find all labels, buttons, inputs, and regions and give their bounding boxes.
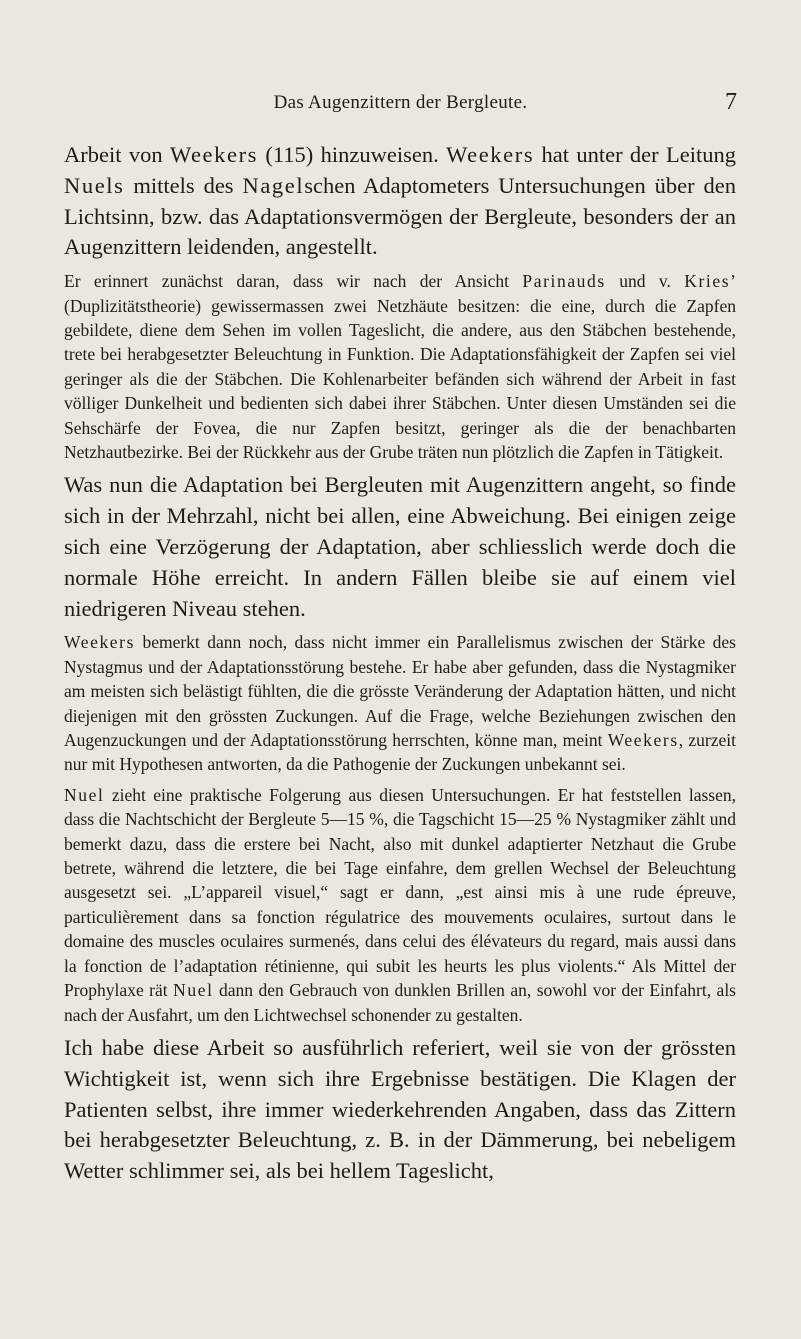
- paragraph: [64, 630, 736, 776]
- spaced-name: Nuel: [64, 784, 105, 805]
- text-run: , zurzeit nur mit Hypothesen antworten, da die Pathogenie der Zuckungen unbekannt sei.: [64, 730, 736, 775]
- spaced-name: Weekers: [64, 632, 136, 653]
- text-run: hat unter der Leitung: [534, 142, 736, 167]
- spaced-name: Kries: [684, 271, 731, 292]
- paragraph: [64, 470, 736, 624]
- paragraph: [64, 140, 736, 263]
- text-run: mittels des: [124, 172, 243, 198]
- paragraph: [64, 783, 736, 1027]
- text-run: ’ (Duplizitätstheorie) gewissermassen zwei Netzhäute besitzen: die eine, durch die Zapfen gebildete, diene dem Sehen im vollen Tageslicht, die andere, aus den Stäbchen bestehende, trete bei herabgesetzter Beleuchtung in Funktion. Die Adaptationsfähigkeit der Zapfen sei viel geringer als die der Stäbchen. Die Kohlenarbeiter befänden sich während der Arbeit in fast völliger Dunkelheit und bedienten sich dabei ihrer Stäbchen. Unter diesen Umständen sei die Sehschärfe der Fovea, die nur Zapfen besitzt, geringer als die der benachbarten Netzhautbezirke. Bei der Rückkehr aus der Grube träten nun plötzlich die Zapfen in Tätigkeit.: [64, 271, 736, 463]
- page-number: 7: [725, 89, 737, 115]
- spaced-name: Weekers: [446, 142, 535, 167]
- running-title: Das Augenzittern der Bergleute.: [273, 92, 528, 113]
- spaced-name: Nuel: [173, 980, 214, 1001]
- text-run: (115) hinzuweisen.: [258, 142, 447, 167]
- text-run: dann den Gebrauch von dunklen Brillen an, sowohl vor der Einfahrt, als nach der Ausfahrt, um den Lichtwechsel schonender zu gestalten.: [64, 980, 736, 1025]
- text-run: zieht eine praktische Folgerung aus diesen Untersuchungen. Er hat feststellen lassen, dass die Nachtschicht der Bergleute 5—15 %, die Tagschicht 15—25 % Nystagmiker zählt und bemerkt dazu, dass die erstere bei Nacht, also mit dunkel adaptierter Netzhaut die Grube betrete, während die letztere, die bei Tage einfahre, dem grellen Wechsel der Beleuchtung ausgesetzt sei. „L’appareil visuel,“ sagt er dann, „est ainsi mis à une rude épreuve, particulièrement dans sa fonction régulatrice des mouvements oculaires, surtout dans le domaine des muscles oculaires surmenés, dans celui des élévateurs du regard, mais aussi dans la fonction de l’adaptation rétinienne, qui subit les heurts les plus violents.“ Als Mittel der Prophylaxe rät: [64, 784, 736, 1001]
- text-run: Ich habe diese Arbeit so ausführlich referiert, weil sie von der grössten Wichtigkeit ist, wenn sich ihre Ergebnisse bestätigen. Die Klagen der Patienten selbst, ihre immer wiederkehrenden Angaben, dass das Zittern bei herabgesetzter Beleuchtung, z. B. in der Dämmerung, bei nebeligem Wetter schlimmer sei, als bei hellem Tageslicht,: [64, 1034, 736, 1184]
- running-head: [64, 89, 737, 122]
- text-run: Er erinnert zunächst daran, dass wir nach der Ansicht: [64, 271, 523, 292]
- spaced-name: Nagel: [242, 172, 305, 198]
- spaced-name: Weekers: [169, 142, 259, 167]
- spaced-name: Parinauds: [522, 271, 606, 292]
- spaced-name: Weekers: [607, 730, 679, 751]
- spaced-name: Nuels: [64, 172, 125, 198]
- text-run: Was nun die Adaptation bei Bergleuten mit Augenzittern angeht, so finde sich in der Mehrzahl, nicht bei allen, eine Abweichung. Bei einigen zeige sich eine Verzögerung der Adaptation, aber schliesslich werde doch die normale Höhe erreicht. In andern Fällen bleibe sie auf einem viel niedrigeren Niveau stehen.: [64, 472, 736, 621]
- text-run: und v.: [605, 271, 685, 292]
- text-run: Arbeit von: [64, 142, 170, 167]
- paragraph: [64, 269, 736, 464]
- text-run: schen Adaptometers Untersuchungen über den Lichtsinn, bzw. das Adaptationsvermögen der Bergleute, besonders der an Augenzittern leidenden, angestellt.: [64, 172, 736, 260]
- text-run: bemerkt dann noch, dass nicht immer ein Parallelismus zwischen der Stärke des Nystagmus und der Adaptationsstörung bestehe. Er habe aber gefunden, dass die Nystagmiker am meisten sich belästigt fühlten, die die grösste Veränderung der Adaptation hätten, und nicht diejenigen mit den grössten Zuckungen. Auf die Frage, welche Beziehungen zwischen den Augenzuckungen und der Adaptationsstörung herrschten, könne man, meint: [64, 632, 736, 751]
- paragraph: [64, 1033, 736, 1187]
- body-text: [64, 140, 736, 1187]
